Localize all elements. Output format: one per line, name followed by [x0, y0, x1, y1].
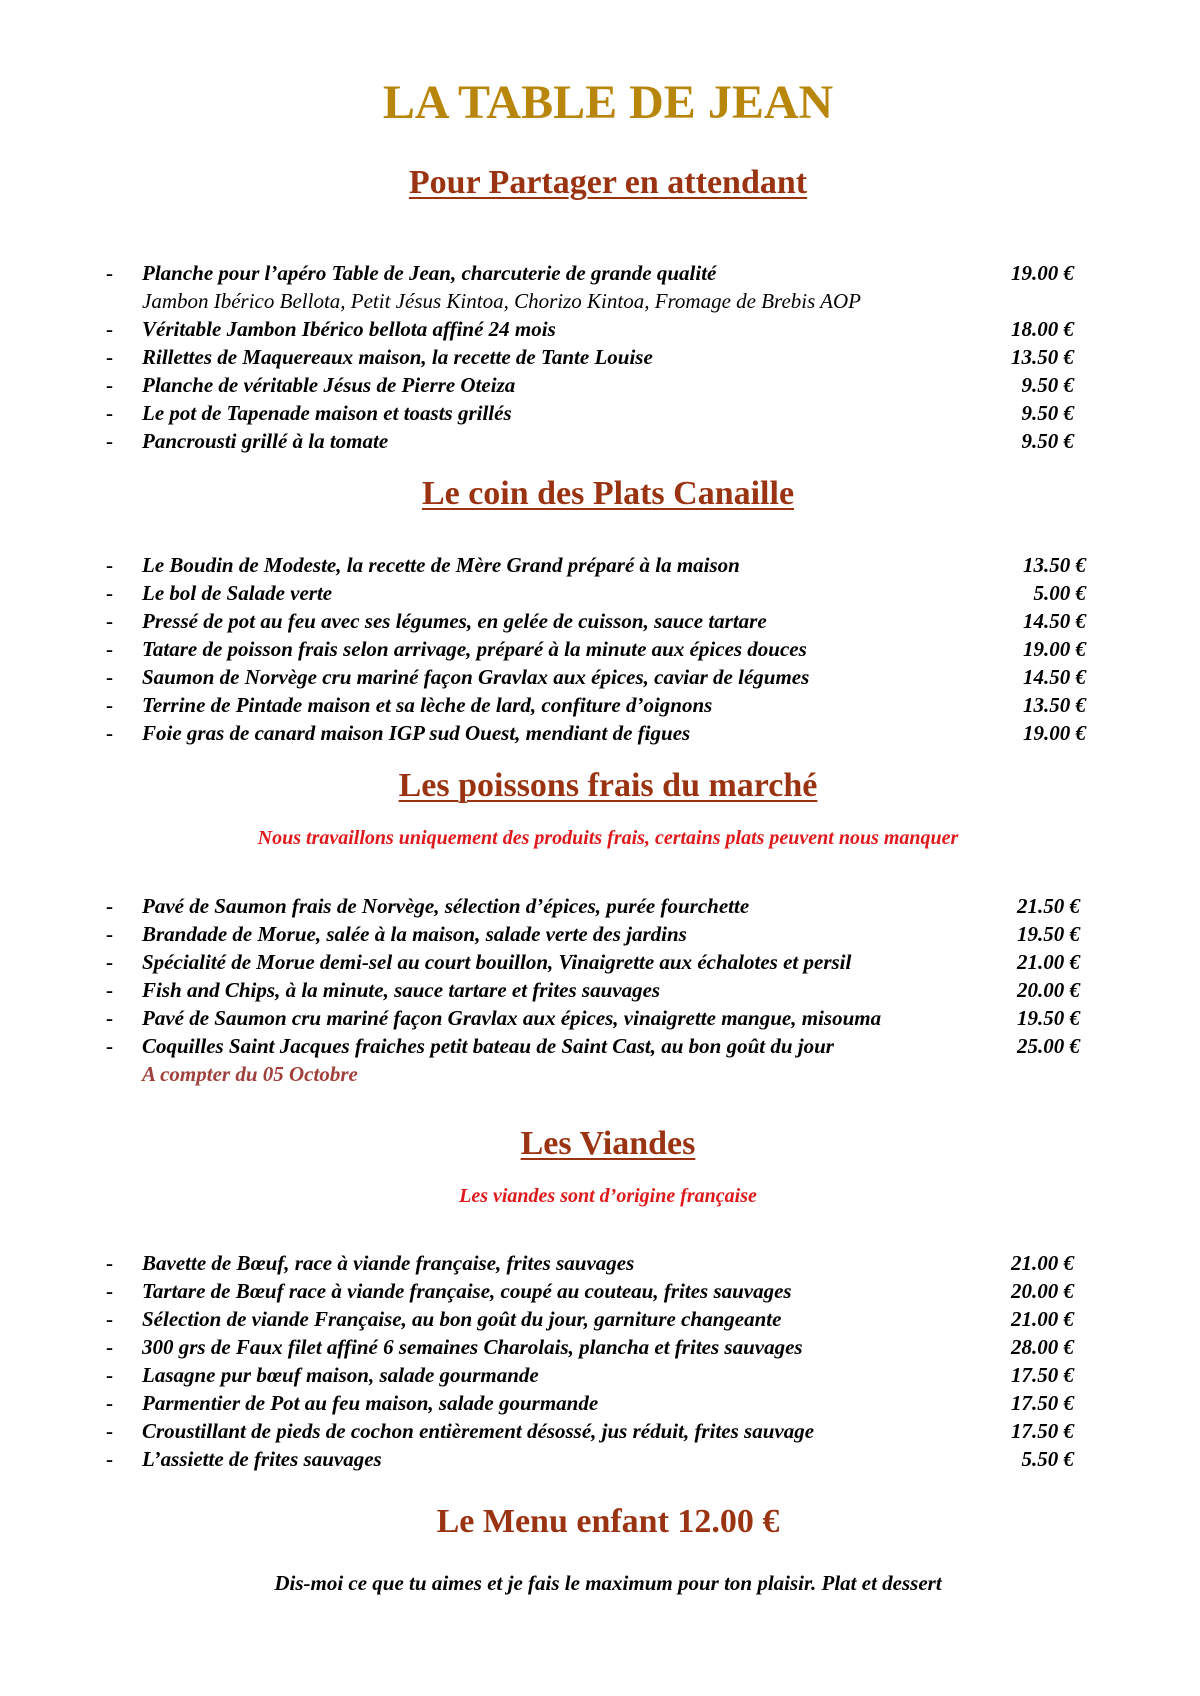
item-price: 5.50 €	[1021, 1447, 1074, 1471]
menu-item	[0, 719, 1200, 747]
menu-item	[0, 976, 1200, 1004]
item-name: Tartare de Bœuf race à viande française, coupé au couteau, frites sauvages	[142, 1279, 792, 1303]
menu-item	[0, 948, 1200, 976]
bullet: -	[106, 317, 113, 341]
item-price: 25.00 €	[1017, 1034, 1080, 1058]
menu-item	[0, 427, 1200, 455]
section-note-poissons: Nous travaillons uniquement des produits frais, certains plats peuvent nous manquer	[257, 827, 959, 849]
menu-item	[0, 371, 1200, 399]
item-name: Planche de véritable Jésus de Pierre Oteiza	[142, 373, 516, 397]
item-name: Pavé de Saumon cru mariné façon Gravlax aux épices, vinaigrette mangue, misouma	[142, 1006, 882, 1030]
bullet: -	[106, 373, 113, 397]
restaurant-name: LA TABLE DE JEAN	[382, 76, 834, 129]
menu-item	[0, 1032, 1200, 1060]
item-list-canaille	[0, 551, 1200, 747]
menu-item	[0, 635, 1200, 663]
item-name: Croustillant de pieds de cochon entièrement désossé, jus réduit, frites sauvage	[142, 1419, 815, 1443]
item-name: 300 grs de Faux filet affiné 6 semaines Charolais, plancha et frites sauvages	[142, 1335, 803, 1359]
menu-item	[0, 1361, 1200, 1389]
item-price: 19.00 €	[1023, 637, 1086, 661]
menu-item	[0, 399, 1200, 427]
bullet: -	[106, 978, 113, 1002]
menu-item	[0, 579, 1200, 607]
menu-item	[0, 1445, 1200, 1473]
bullet: -	[106, 721, 113, 745]
item-name: Terrine de Pintade maison et sa lèche de lard, confiture d’oignons	[142, 693, 713, 717]
menu-item	[0, 1004, 1200, 1032]
bullet: -	[106, 1391, 113, 1415]
menu-item	[0, 259, 1200, 287]
menu-item	[0, 551, 1200, 579]
item-detail	[0, 287, 1200, 315]
item-name: Pancrousti grillé à la tomate	[142, 429, 389, 453]
item-price: 19.50 €	[1017, 922, 1080, 946]
menu-item	[0, 920, 1200, 948]
bullet: -	[106, 1447, 113, 1471]
section-note-viandes: Les viandes sont d’origine française	[459, 1185, 757, 1207]
menu-item	[0, 315, 1200, 343]
item-price: 13.50 €	[1023, 693, 1086, 717]
bullet: -	[106, 1279, 113, 1303]
menu-item	[0, 1333, 1200, 1361]
item-list-viandes	[0, 1249, 1200, 1473]
item-price: 19.00 €	[1023, 721, 1086, 745]
item-price: 9.50 €	[1021, 373, 1074, 397]
item-price: 17.50 €	[1011, 1391, 1074, 1415]
item-price: 14.50 €	[1023, 609, 1086, 633]
item-price: 17.50 €	[1011, 1419, 1074, 1443]
bullet: -	[106, 665, 113, 689]
menu-item	[0, 343, 1200, 371]
item-name: Saumon de Norvège cru mariné façon Gravlax aux épices, caviar de légumes	[142, 665, 810, 689]
item-name: Parmentier de Pot au feu maison, salade gourmande	[142, 1391, 599, 1415]
item-price: 9.50 €	[1021, 429, 1074, 453]
menu-item	[0, 892, 1200, 920]
item-name: Lasagne pur bœuf maison, salade gourmande	[142, 1363, 539, 1387]
menu-item	[0, 1305, 1200, 1333]
menu-item	[0, 1249, 1200, 1277]
item-price: 28.00 €	[1011, 1335, 1074, 1359]
item-name: Tatare de poisson frais selon arrivage, préparé à la minute aux épices douces	[142, 637, 807, 661]
item-price: 13.50 €	[1023, 553, 1086, 577]
bullet: -	[106, 637, 113, 661]
kids-menu-note: Dis-moi ce que tu aimes et je fais le maximum pour ton plaisir. Plat et dessert	[274, 1571, 942, 1595]
item-price: 17.50 €	[1011, 1363, 1074, 1387]
menu-item	[0, 1389, 1200, 1417]
item-name: Pavé de Saumon frais de Norvège, sélection d’épices, purée fourchette	[142, 894, 750, 918]
menu-item	[0, 1277, 1200, 1305]
item-price: 20.00 €	[1011, 1279, 1074, 1303]
item-price: 5.00 €	[1033, 581, 1086, 605]
item-price: 21.00 €	[1011, 1307, 1074, 1331]
item-name: Le bol de Salade verte	[142, 581, 333, 605]
bullet: -	[106, 894, 113, 918]
item-price: 14.50 €	[1023, 665, 1086, 689]
item-name: Rillettes de Maquereaux maison, la recette de Tante Louise	[142, 345, 653, 369]
item-name: Foie gras de canard maison IGP sud Ouest, mendiant de figues	[142, 721, 691, 745]
bullet: -	[106, 922, 113, 946]
item-detail-text: Jambon Ibérico Bellota, Petit Jésus Kintoa, Chorizo Kintoa, Fromage de Brebis AOP	[142, 289, 861, 313]
kids-menu-title: Le Menu enfant 12.00 €	[436, 1503, 780, 1540]
bullet: -	[106, 693, 113, 717]
bullet: -	[106, 345, 113, 369]
item-name: Planche pour l’apéro Table de Jean, charcuterie de grande qualité	[142, 261, 717, 285]
bullet: -	[106, 950, 113, 974]
bullet: -	[106, 1307, 113, 1331]
item-name: Spécialité de Morue demi-sel au court bouillon, Vinaigrette aux échalotes et persil	[142, 950, 852, 974]
bullet: -	[106, 1363, 113, 1387]
item-list-poissons	[0, 892, 1200, 1088]
item-name: Véritable Jambon Ibérico bellota affiné 24 mois	[142, 317, 556, 341]
menu-item	[0, 663, 1200, 691]
item-price: 19.00 €	[1011, 261, 1074, 285]
section-title-canaille: Le coin des Plats Canaille	[421, 475, 795, 512]
section-title-poissons: Les poissons frais du marché	[398, 767, 818, 804]
item-price: 21.50 €	[1017, 894, 1080, 918]
bullet: -	[106, 261, 113, 285]
bullet: -	[106, 553, 113, 577]
item-name: Bavette de Bœuf, race à viande française, frites sauvages	[142, 1251, 635, 1275]
bullet: -	[106, 609, 113, 633]
bullet: -	[106, 1006, 113, 1030]
bullet: -	[106, 1251, 113, 1275]
item-price: 18.00 €	[1011, 317, 1074, 341]
item-price: 19.50 €	[1017, 1006, 1080, 1030]
item-name: L’assiette de frites sauvages	[142, 1447, 382, 1471]
bullet: -	[106, 1419, 113, 1443]
item-price: 21.00 €	[1011, 1251, 1074, 1275]
item-price: 9.50 €	[1021, 401, 1074, 425]
item-name: Sélection de viande Française, au bon goût du jour, garniture changeante	[142, 1307, 782, 1331]
menu-item	[0, 1417, 1200, 1445]
item-price: 21.00 €	[1017, 950, 1080, 974]
bullet: -	[106, 1335, 113, 1359]
item-name: Pressé de pot au feu avec ses légumes, en gelée de cuisson, sauce tartare	[142, 609, 767, 633]
menu-item	[0, 607, 1200, 635]
item-price: 13.50 €	[1011, 345, 1074, 369]
item-name: Coquilles Saint Jacques fraiches petit bateau de Saint Cast, au bon goût du jour	[142, 1034, 834, 1058]
item-list-partager	[0, 259, 1200, 455]
item-availability-note	[0, 1060, 1200, 1088]
menu-item	[0, 691, 1200, 719]
item-name: Le pot de Tapenade maison et toasts grillés	[142, 401, 512, 425]
section-title-partager: Pour Partager en attendant	[408, 164, 808, 201]
item-availability-text: A compter du 05 Octobre	[142, 1062, 358, 1086]
bullet: -	[106, 581, 113, 605]
item-name: Fish and Chips, à la minute, sauce tartare et frites sauvages	[142, 978, 661, 1002]
item-name: Le Boudin de Modeste, la recette de Mère Grand préparé à la maison	[142, 553, 740, 577]
bullet: -	[106, 1034, 113, 1058]
item-name: Brandade de Morue, salée à la maison, salade verte des jardins	[142, 922, 687, 946]
bullet: -	[106, 429, 113, 453]
item-price: 20.00 €	[1017, 978, 1080, 1002]
section-title-viandes: Les Viandes	[520, 1125, 696, 1162]
bullet: -	[106, 401, 113, 425]
